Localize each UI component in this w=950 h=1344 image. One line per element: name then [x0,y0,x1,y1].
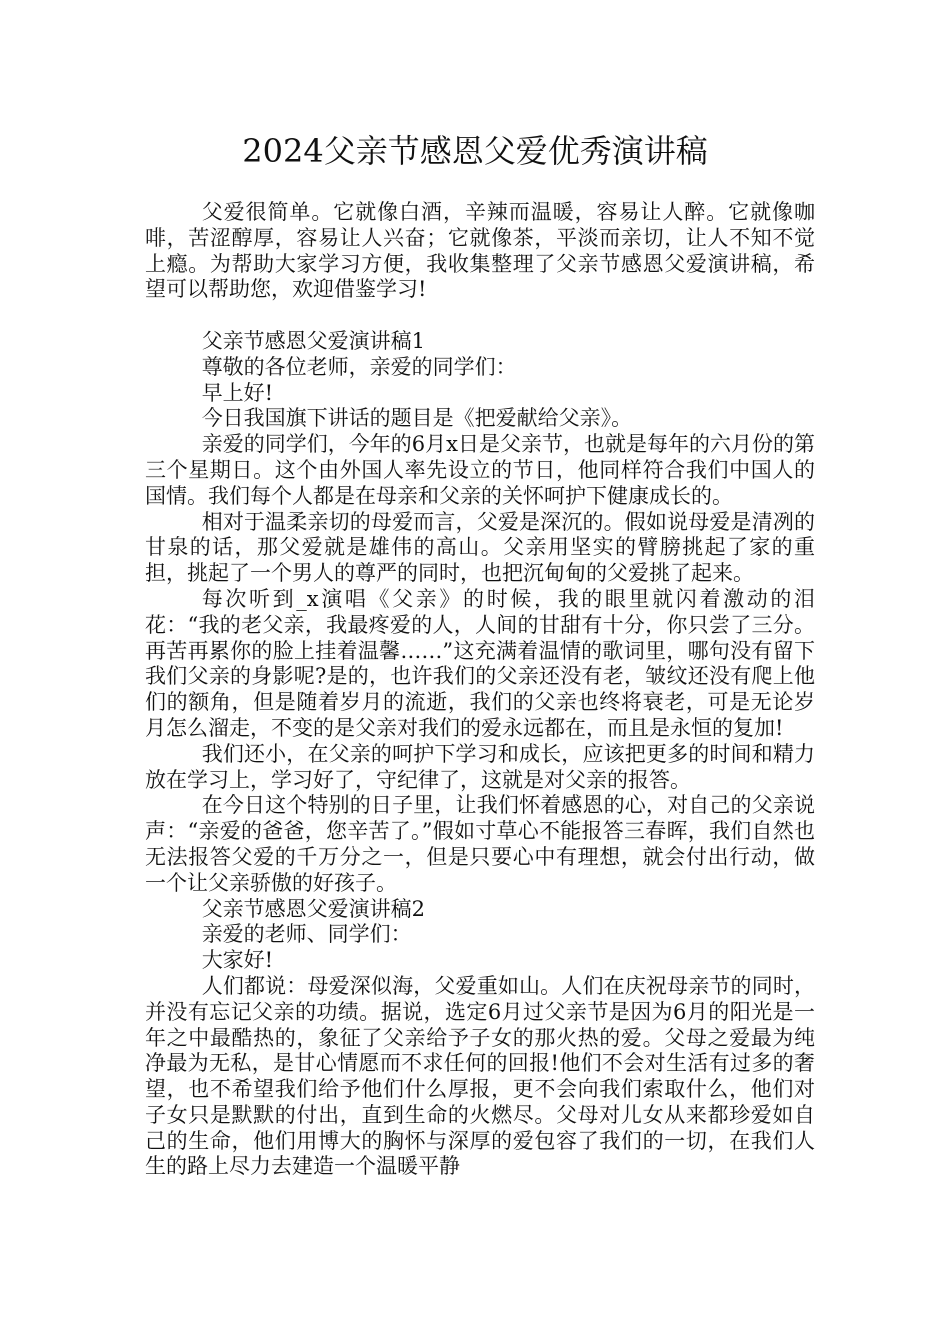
speech-2-paragraph: 人们都说：母爱深似海，父爱重如山。人们在庆祝母亲节的同时，并没有忘记父亲的功绩。据说，选定6月过父亲节是因为6月的阳光是一年之中最酷热的，象征了父亲给予子女的那火热的爱。父母之爱最为纯净最为无私，是甘心情愿而不求任何的回报!他们不会对生活有过多的奢望，也不希望我们给予他们什么厚报，更不会向我们索取什么，他们对子女只是默默的付出，直到生命的火燃尽。父母对儿女从来都珍爱如自己的生命，他们用博大的胸怀与深厚的爱包容了我们的一切，在我们人生的路上尽力去建造一个温暖平静 [145,973,815,1179]
speech-1-paragraph: 相对于温柔亲切的母爱而言，父爱是深沉的。假如说母爱是清冽的甘泉的话，那父爱就是雄伟的高山。父亲用坚实的臂膀挑起了家的重担，挑起了一个男人的尊严的同时，也把沉甸甸的父爱挑了起来。 [145,509,815,586]
speech-1-greeting: 早上好! [201,380,274,405]
intro-paragraph: 父爱很简单。它就像白酒，辛辣而温暖，容易让人醉。它就像咖啡，苦涩醇厚，容易让人兴奋；它就像茶，平淡而亲切，让人不知不觉上瘾。为帮助大家学习方便，我收集整理了父亲节感恩父爱演讲稿，希望可以帮助您，欢迎借鉴学习! [145,200,815,302]
speech-1-heading: 父亲节感恩父爱演讲稿1 [201,328,426,353]
speech-1-paragraph: 每次听到_x演唱《父亲》的时候，我的眼里就闪着激动的泪花：“我的老父亲，我最疼爱的人，人间的甘甜有十分，你只尝了三分。再苦再累你的脸上挂着温馨……”这充满着温情的歌词里，哪句没有留下我们父亲的身影呢?是的，也许我们的父亲还没有老，皱纹还没有爬上他们的额角，但是随着岁月的流逝，我们的父亲也终将衰老，可是无论岁月怎么溜走，不变的是父亲对我们的爱永远都在，而且是永恒的复加! [145,586,815,740]
speech-1-paragraph: 在今日这个特别的日子里，让我们怀着感恩的心，对自己的父亲说声：“亲爱的爸爸，您辛苦了。”假如寸草心不能报答三春晖，我们自然也无法报答父爱的千万分之一，但是只要心中有理想，就会付出行动，做一个让父亲骄傲的好孩子。 [145,793,815,895]
speech-2-heading: 父亲节感恩父爱演讲稿2 [201,896,426,921]
document-title: 2024父亲节感恩父爱优秀演讲稿 [242,132,708,170]
speech-1-topic: 今日我国旗下讲话的题目是《把爱献给父亲》。 [201,406,633,431]
speech-1-paragraph: 我们还小，在父亲的呵护下学习和成长，应该把更多的时间和精力放在学习上，学习好了，守纪律了，这就是对父亲的报答。 [145,741,815,792]
document-body [145,200,815,1180]
speech-2-salutation: 亲爱的老师、同学们： [201,922,412,947]
speech-1-salutation: 尊敬的各位老师，亲爱的同学们： [201,354,517,379]
speech-1-paragraph: 亲爱的同学们，今年的6月x日是父亲节，也就是每年的六月份的第三个星期日。这个由外国人率先设立的节日，他同样符合我们中国人的国情。我们每个人都是在母亲和父亲的关怀呵护下健康成长的。 [145,432,815,508]
speech-2-greeting: 大家好! [201,948,274,973]
